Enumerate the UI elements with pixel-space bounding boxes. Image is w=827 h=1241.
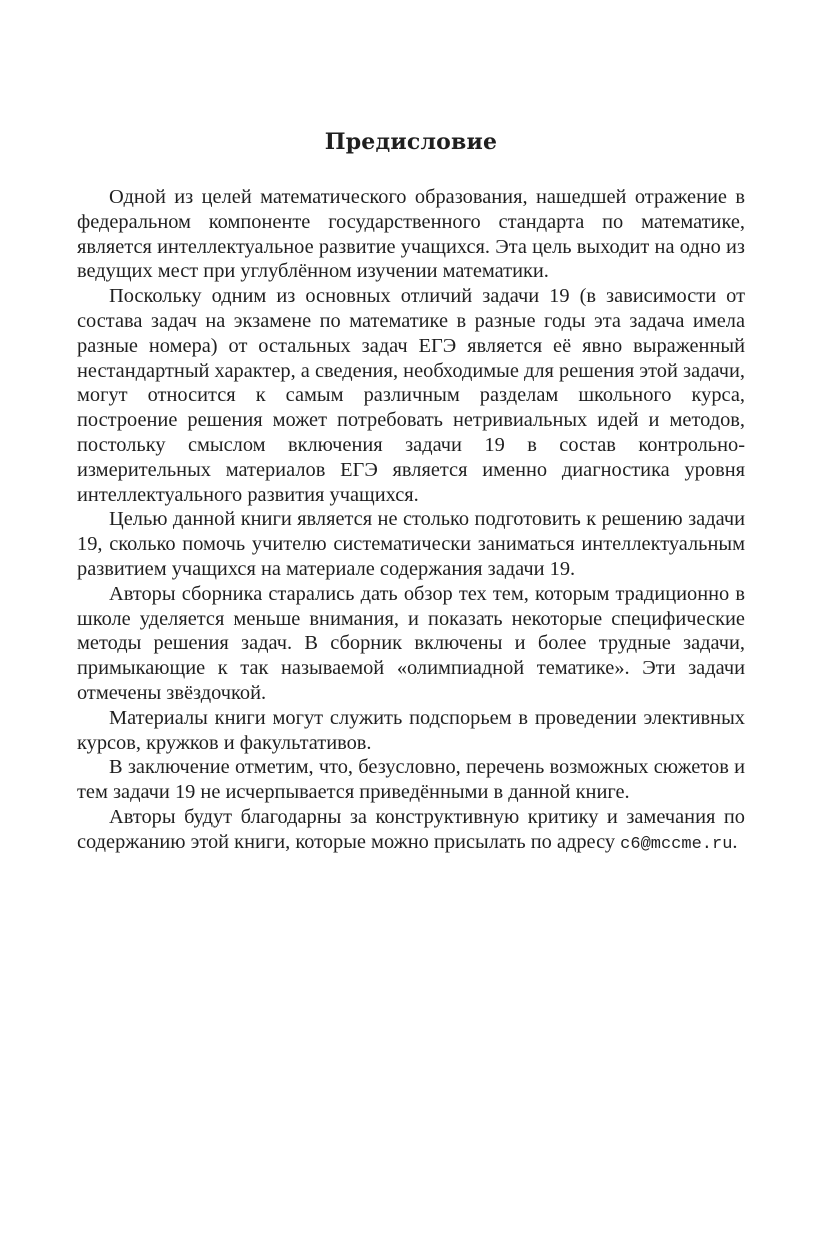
paragraph-5: Материалы книги могут служить подспорьем в проведении элективных курсов, кружков и факультативов. <box>77 706 745 754</box>
preface-body <box>77 185 745 858</box>
closing-text: Авторы будут благодарны за конструктивную критику и замечания по содержанию этой книги, которые можно присылать по адресу <box>77 805 745 853</box>
paragraph-4: Авторы сборника старались дать обзор тех тем, которым традиционно в школе уделяется меньше внимания, и показать некоторые специфические методы решения задач. В сборник включены и более трудные задачи, примыкающие к так называемой «олимпиадной тематике». Эти задачи отмечены звёздочкой. <box>77 582 745 704</box>
paragraph-6: В заключение отметим, что, безусловно, перечень возможных сюжетов и тем задачи 19 не исчерпывается приведёнными в данной книге. <box>77 756 745 804</box>
page-title: Предисловие <box>324 129 498 155</box>
paragraph-7-closing <box>77 805 745 858</box>
document-page <box>77 0 745 858</box>
contact-email[interactable]: c6@mccme.ru <box>620 834 733 854</box>
paragraph-1: Одной из целей математического образования, нашедшей отражение в федеральном компоненте государственного стандарта по математике, является интеллектуальное развитие учащихся. Эта цель выходит на одно из ведущих мест при углублённом изучении математики. <box>77 186 745 283</box>
closing-period: . <box>732 830 738 853</box>
paragraph-3: Целью данной книги является не столько подготовить к решению задачи 19, сколько помочь учителю систематически заниматься интеллектуальным развитием учащихся на материале содержания задачи 19. <box>77 508 745 580</box>
paragraph-2: Поскольку одним из основных отличий задачи 19 (в зависимости от состава задач на экзамене по математике в разные годы эта задача имела разные номера) от остальных задач ЕГЭ является её явно выраженный нестандартный характер, а сведения, необходимые для решения этой задачи, могут относится к самым различным разделам школьного курса, построение решения может потребовать нетривиальных идей и методов, постольку смыслом включения задачи 19 в состав контрольно-измерительных материалов ЕГЭ является именно диагностика уровня интеллектуального развития учащихся. <box>77 285 745 506</box>
